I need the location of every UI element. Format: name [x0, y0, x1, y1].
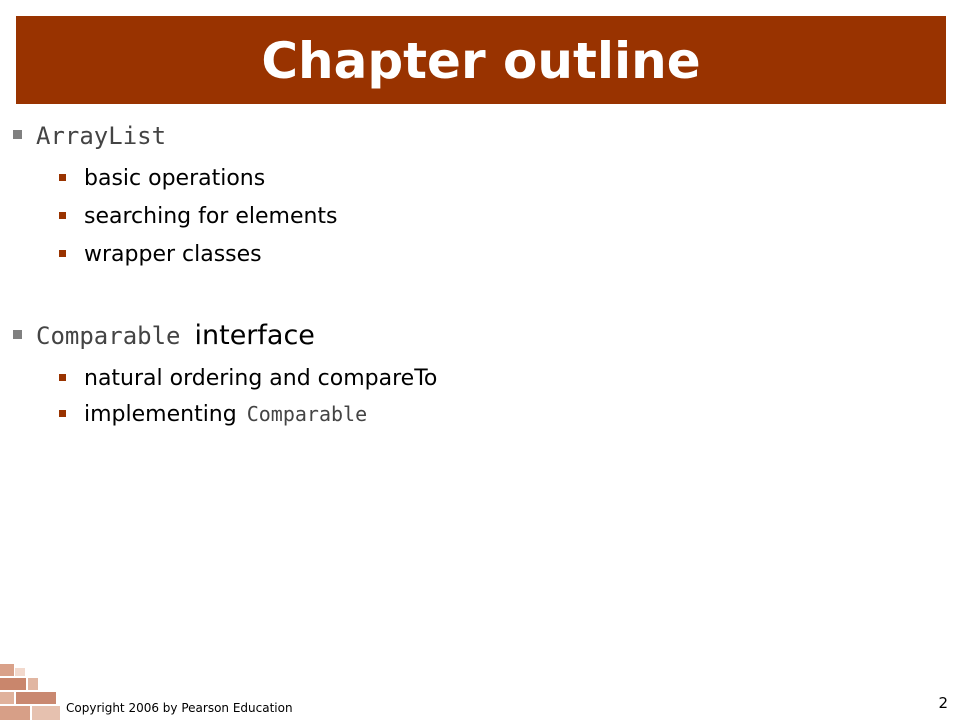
square-bullet-icon: [59, 212, 66, 219]
square-bullet-icon: [59, 374, 66, 381]
slide-title: Chapter outline: [261, 32, 701, 90]
sub-item-text: natural ordering and compareTo: [84, 366, 438, 391]
square-bullet-icon: [13, 330, 22, 339]
square-bullet-icon: [59, 410, 66, 417]
sub-item-code: Comparable: [246, 402, 368, 426]
sub-item-text: wrapper classes: [84, 242, 262, 267]
brick-wall-icon: [0, 664, 62, 720]
outline-item-arraylist: [13, 122, 166, 150]
sub-item: [59, 204, 338, 229]
outline-item-comparable: [13, 320, 315, 351]
sub-item-text: basic operations: [84, 166, 266, 191]
square-bullet-icon: [59, 250, 66, 257]
sub-item-text: searching for elements: [84, 204, 338, 229]
sub-item: [59, 366, 437, 391]
outline-item-code: Comparable: [36, 322, 181, 350]
page-number: 2: [938, 694, 948, 712]
sub-item: [59, 166, 265, 191]
square-bullet-icon: [59, 174, 66, 181]
outline-item-text: interface: [194, 320, 315, 351]
sub-item: [59, 402, 367, 427]
sub-item: [59, 242, 262, 267]
square-bullet-icon: [13, 130, 22, 139]
copyright-footer: Copyright 2006 by Pearson Education: [66, 701, 293, 715]
title-bar: [16, 16, 946, 104]
sub-item-text: implementing: [84, 402, 237, 427]
outline-item-code: ArrayList: [36, 122, 167, 150]
